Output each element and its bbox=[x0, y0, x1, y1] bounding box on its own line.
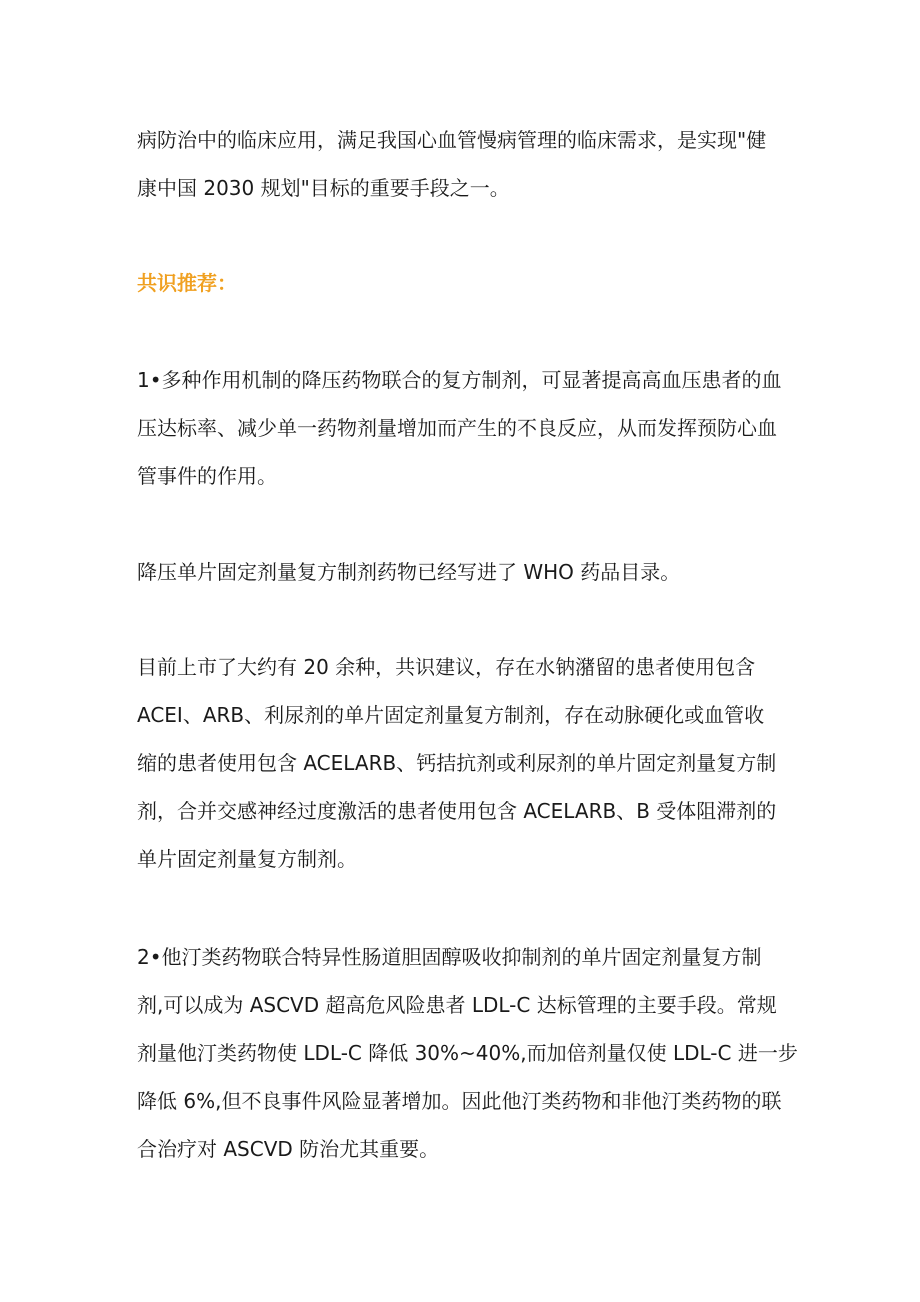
recommendation-1-paragraph bbox=[137, 356, 787, 500]
text-line: 病防治中的临床应用，满足我国心血管慢病管理的临床需求，是实现"健 bbox=[137, 128, 767, 152]
text-line: 压达标率、减少单一药物剂量增加而产生的不良反应，从而发挥预防心血 bbox=[137, 416, 777, 440]
market-paragraph bbox=[137, 643, 787, 883]
text-line: 剂，合并交感神经过度激活的患者使用包含 ACELARB、B 受体阻滞剂的 bbox=[137, 799, 777, 823]
text-line: 1•多种作用机制的降压药物联合的复方制剂，可显著提高高血压患者的血 bbox=[137, 368, 782, 392]
text-line: 管事件的作用。 bbox=[137, 464, 277, 488]
section-heading-block bbox=[137, 259, 787, 307]
text-line: 2•他汀类药物联合特异性肠道胆固醇吸收抑制剂的单片固定剂量复方制 bbox=[137, 945, 762, 969]
who-paragraph bbox=[137, 548, 787, 596]
text-line: ACEI、ARB、利尿剂的单片固定剂量复方制剂，存在动脉硬化或血管收 bbox=[137, 703, 765, 727]
text-line: 缩的患者使用包含 ACELARB、钙拮抗剂或利尿剂的单片固定剂量复方制 bbox=[137, 751, 777, 775]
text-line: 康中国 2030 规划"目标的重要手段之一。 bbox=[137, 176, 510, 200]
text-line: 剂,可以成为 ASCVD 超高危风险患者 LDL-C 达标管理的主要手段。常规 bbox=[137, 993, 777, 1017]
text-line: 降低 6%,但不良事件风险显著增加。因此他汀类药物和非他汀类药物的联 bbox=[137, 1089, 782, 1113]
text-line: 目前上市了大约有 20 余种，共识建议，存在水钠潴留的患者使用包含 bbox=[137, 655, 756, 679]
intro-paragraph bbox=[137, 116, 787, 212]
section-heading: 共识推荐： bbox=[137, 271, 237, 295]
recommendation-2-paragraph bbox=[137, 933, 798, 1173]
text-line: 合治疗对 ASCVD 防治尤其重要。 bbox=[137, 1137, 440, 1161]
text-line: 剂量他汀类药物使 LDL-C 降低 30%~40%,而加倍剂量仅使 LDL-C 进一步 bbox=[137, 1041, 798, 1065]
text-line: 降压单片固定剂量复方制剂药物已经写进了 WHO 药品目录。 bbox=[137, 560, 681, 584]
text-line: 单片固定剂量复方制剂。 bbox=[137, 847, 357, 871]
